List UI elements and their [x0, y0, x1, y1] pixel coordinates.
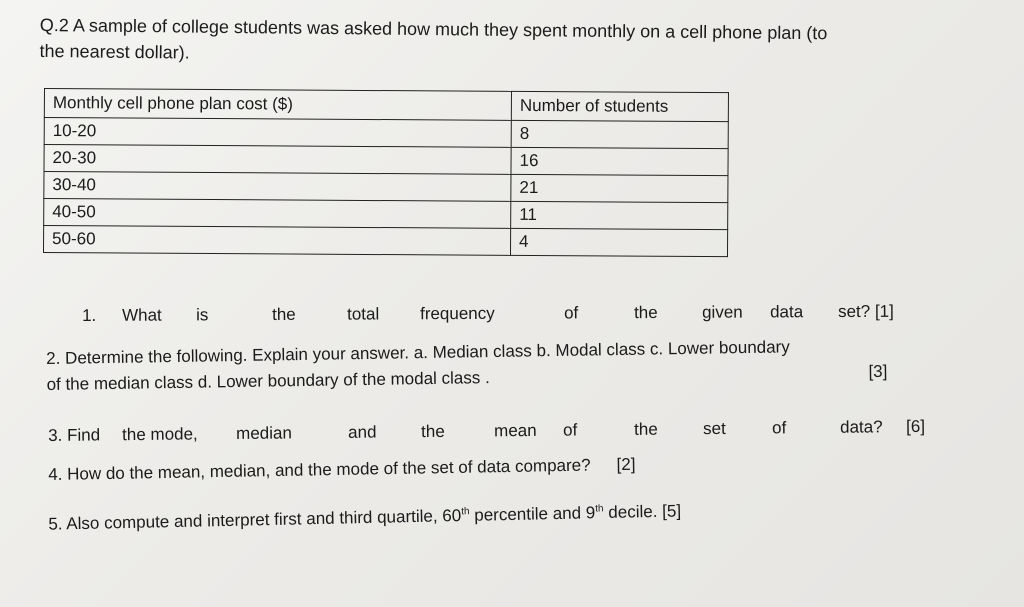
q5-superscript-2: th [595, 503, 604, 515]
question-3 [48, 414, 938, 445]
q1-word: is [196, 305, 209, 325]
q1-word: of [564, 303, 579, 323]
q5-superscript-1: th [461, 506, 470, 518]
q1-word: 1. [82, 305, 97, 325]
question-5 [48, 490, 908, 538]
table-row [44, 118, 728, 149]
q1-word: What [122, 305, 162, 325]
q2-line-1: 2. Determine the following. Explain your answer. a. Median class b. Modal class c. Lower boundary [46, 337, 790, 368]
intro-line-2: the nearest dollar). [39, 40, 190, 63]
q3-word: 3. Find [48, 425, 101, 445]
table-row [43, 226, 727, 257]
q1-word: frequency [420, 303, 495, 324]
cell-student-count: 8 [511, 120, 728, 148]
q3-word: of [771, 418, 787, 438]
cell-cost-range: 20-30 [44, 145, 511, 175]
q1-word: data [770, 302, 804, 322]
q3-word: median [236, 423, 292, 444]
table-header-row [44, 89, 728, 122]
cell-student-count: 11 [511, 201, 728, 229]
q1-word: set? [1] [838, 301, 894, 322]
q5-text-part-1: 5. Also compute and interpret first and third quartile, 60 [48, 506, 462, 534]
q3-word: and [348, 422, 377, 442]
q3-word: [6] [905, 416, 926, 437]
question-2 [46, 332, 937, 398]
q4-text: 4. How do the mean, median, and the mode of the set of data compare? [48, 455, 591, 484]
q3-word: the [421, 421, 445, 442]
question-1 [82, 299, 912, 325]
q3-word: the [633, 419, 658, 439]
q3-word: the mode, [122, 424, 198, 445]
q5-marks: [5] [661, 501, 682, 521]
q3-word: mean [494, 420, 537, 441]
cell-student-count: 16 [511, 147, 728, 175]
cell-student-count: 21 [511, 174, 728, 202]
q2-line-2: of the median class d. Lower boundary of the modal class . [46, 368, 490, 394]
cell-student-count: 4 [510, 228, 727, 256]
q5-text-part-2: percentile and 9 [469, 503, 596, 525]
intro-line-1: Q.2 A sample of college students was asked how much they spent monthly on a cell phone plan (to [39, 14, 828, 44]
table-row [44, 199, 728, 230]
question-2-intro [39, 12, 939, 73]
q4-marks: [2] [616, 454, 636, 475]
q3-word: set [702, 418, 726, 439]
q2-marks: [3] [868, 361, 888, 382]
frequency-table [43, 88, 729, 257]
question-4 [48, 448, 848, 488]
q3-word: of [563, 420, 578, 440]
cell-cost-range: 10-20 [44, 118, 511, 148]
q1-word: the [634, 302, 658, 323]
q3-word: data? [839, 417, 883, 437]
cell-cost-range: 50-60 [43, 226, 510, 256]
q1-word: given [702, 302, 743, 322]
cell-cost-range: 40-50 [44, 199, 511, 229]
cell-cost-range: 30-40 [44, 172, 511, 202]
q5-text-part-3: decile. [603, 501, 658, 523]
header-plan-cost: Monthly cell phone plan cost ($) [44, 89, 511, 121]
q1-word: the [272, 304, 296, 325]
q1-word: total [347, 304, 380, 324]
table-row [44, 172, 728, 203]
table-row [44, 145, 728, 176]
header-number-of-students: Number of students [511, 91, 728, 121]
